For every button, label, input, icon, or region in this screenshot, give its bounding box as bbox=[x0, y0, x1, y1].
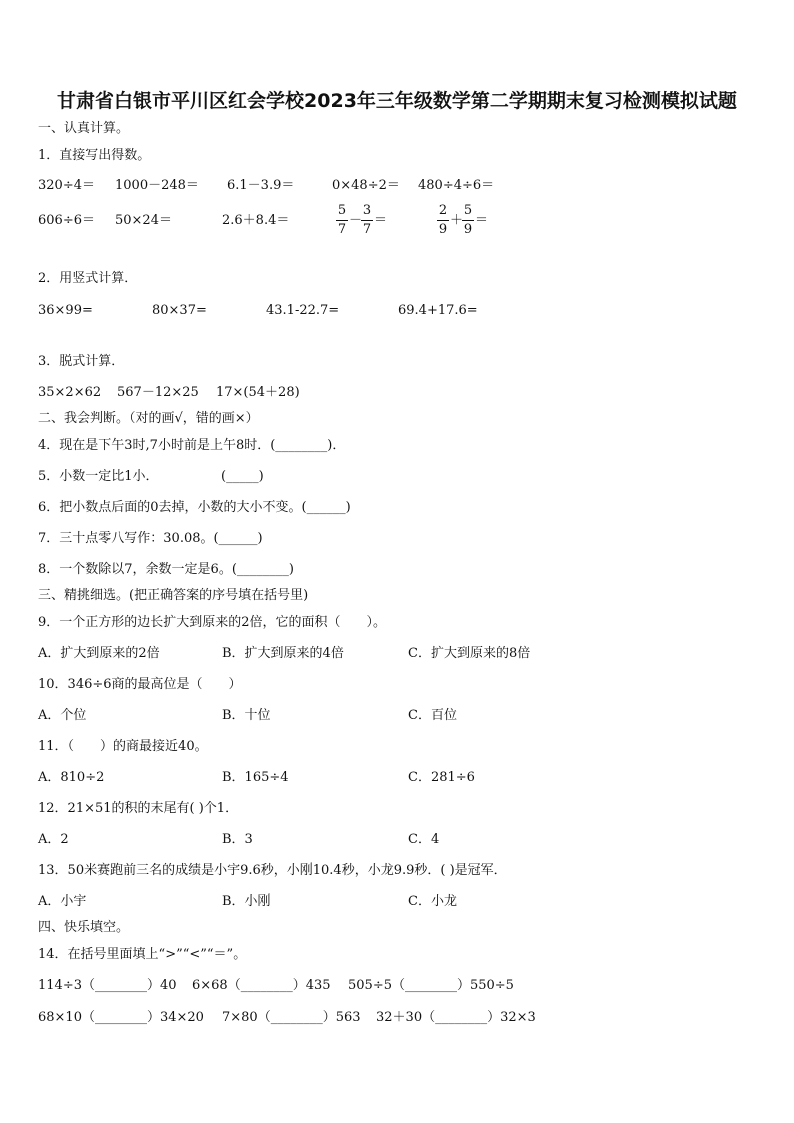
option-c: C．百位 bbox=[408, 708, 457, 723]
numerator: 5 bbox=[463, 203, 473, 218]
compare-item: 114÷3（________）40 bbox=[38, 978, 177, 993]
calc-item: 43.1-22.7= bbox=[266, 303, 340, 318]
compare-item: 32＋30（________）32×3 bbox=[376, 1010, 536, 1025]
numerator: 5 bbox=[337, 203, 347, 218]
question: 11．（ ）的商最接近40。 bbox=[38, 739, 208, 754]
calc-item: 36×99= bbox=[38, 303, 93, 318]
calc-item: 50×24＝ bbox=[115, 213, 172, 228]
fraction bbox=[361, 203, 373, 238]
calc-item: 35×2×62 bbox=[38, 385, 102, 400]
compare-item: 68×10（________）34×20 bbox=[38, 1010, 204, 1025]
calc-item: 2.6＋8.4＝ bbox=[222, 213, 290, 228]
answer-blank: (_____) bbox=[221, 469, 264, 484]
option-c: C．4 bbox=[408, 832, 440, 847]
option-b: B．165÷4 bbox=[222, 770, 289, 785]
question: 6．把小数点后面的0去掉，小数的大小不变。(______) bbox=[38, 500, 351, 515]
fraction bbox=[437, 203, 449, 238]
question: 8．一个数除以7，余数一定是6。(________) bbox=[38, 562, 294, 577]
calc-item: 480÷4÷6＝ bbox=[418, 178, 495, 193]
option-a: A．810÷2 bbox=[38, 770, 105, 785]
option-a: A．个位 bbox=[38, 708, 87, 723]
fraction bbox=[462, 203, 474, 238]
option-c: C．281÷6 bbox=[408, 770, 475, 785]
page-title: 甘肃省白银市平川区红会学校2023年三年级数学第二学期期末复习检测模拟试题 bbox=[57, 90, 737, 112]
calc-item: 69.4+17.6= bbox=[398, 303, 478, 318]
compare-item: 6×68（________）435 bbox=[192, 978, 331, 993]
question: 10．346÷6商的最高位是（ ） bbox=[38, 677, 242, 692]
numerator: 3 bbox=[362, 203, 372, 218]
section-heading: 一、认真计算。 bbox=[38, 121, 130, 136]
option-a: A．小宇 bbox=[38, 894, 87, 909]
question: 13．50米赛跑前三名的成绩是小宇9.6秒，小刚10.4秒，小龙9.9秒．( )是冠军． bbox=[38, 863, 507, 878]
denominator: 9 bbox=[438, 222, 448, 237]
calc-item: 606÷6＝ bbox=[38, 213, 95, 228]
section-heading: 二、我会判断。（对的画√，错的画×） bbox=[38, 411, 259, 426]
option-b: B．扩大到原来的4倍 bbox=[222, 646, 344, 661]
calc-item: 0×48÷2＝ bbox=[332, 178, 400, 193]
compare-item: 7×80（________）563 bbox=[222, 1010, 361, 1025]
equals: ＝ bbox=[374, 213, 388, 228]
option-b: B．小刚 bbox=[222, 894, 271, 909]
option-a: A．2 bbox=[38, 832, 69, 847]
question: 9．一个正方形的边长扩大到原来的2倍，它的面积（ ）。 bbox=[38, 615, 387, 630]
section-heading: 四、快乐填空。 bbox=[38, 920, 130, 935]
calc-item: 320÷4＝ bbox=[38, 178, 95, 193]
option-a: A．扩大到原来的2倍 bbox=[38, 646, 160, 661]
denominator: 9 bbox=[463, 222, 473, 237]
section-heading: 三、精挑细选。(把正确答案的序号填在括号里) bbox=[38, 588, 309, 603]
option-b: B．十位 bbox=[222, 708, 271, 723]
question-label: 3．脱式计算． bbox=[38, 354, 125, 369]
calc-item: 567－12×25 bbox=[117, 385, 199, 400]
calc-item: 80×37= bbox=[152, 303, 207, 318]
question-label: 14．在括号里面填上“>”“<”“＝”。 bbox=[38, 947, 247, 962]
denominator: 7 bbox=[337, 222, 347, 237]
operator: － bbox=[349, 213, 363, 228]
question: 5．小数一定比1小． bbox=[38, 469, 159, 484]
denominator: 7 bbox=[362, 222, 372, 237]
question: 4．现在是下午3时,7小时前是上午8时．(________)． bbox=[38, 438, 346, 453]
calc-item: 17×(54＋28) bbox=[216, 385, 300, 400]
question: 7．三十点零八写作：30.08。(______) bbox=[38, 531, 263, 546]
fraction bbox=[336, 203, 348, 238]
question: 12．21×51的积的末尾有( )个1． bbox=[38, 801, 239, 816]
question-label: 2．用竖式计算． bbox=[38, 271, 138, 286]
operator: ＋ bbox=[450, 213, 464, 228]
option-c: C．扩大到原来的8倍 bbox=[408, 646, 531, 661]
calc-item: 1000－248＝ bbox=[115, 178, 199, 193]
calc-item: 6.1－3.9＝ bbox=[227, 178, 295, 193]
compare-item: 505÷5（________）550÷5 bbox=[348, 978, 514, 993]
question-label: 1．直接写出得数。 bbox=[38, 148, 151, 163]
equals: ＝ bbox=[475, 213, 489, 228]
option-b: B．3 bbox=[222, 832, 253, 847]
numerator: 2 bbox=[438, 203, 448, 218]
option-c: C．小龙 bbox=[408, 894, 457, 909]
